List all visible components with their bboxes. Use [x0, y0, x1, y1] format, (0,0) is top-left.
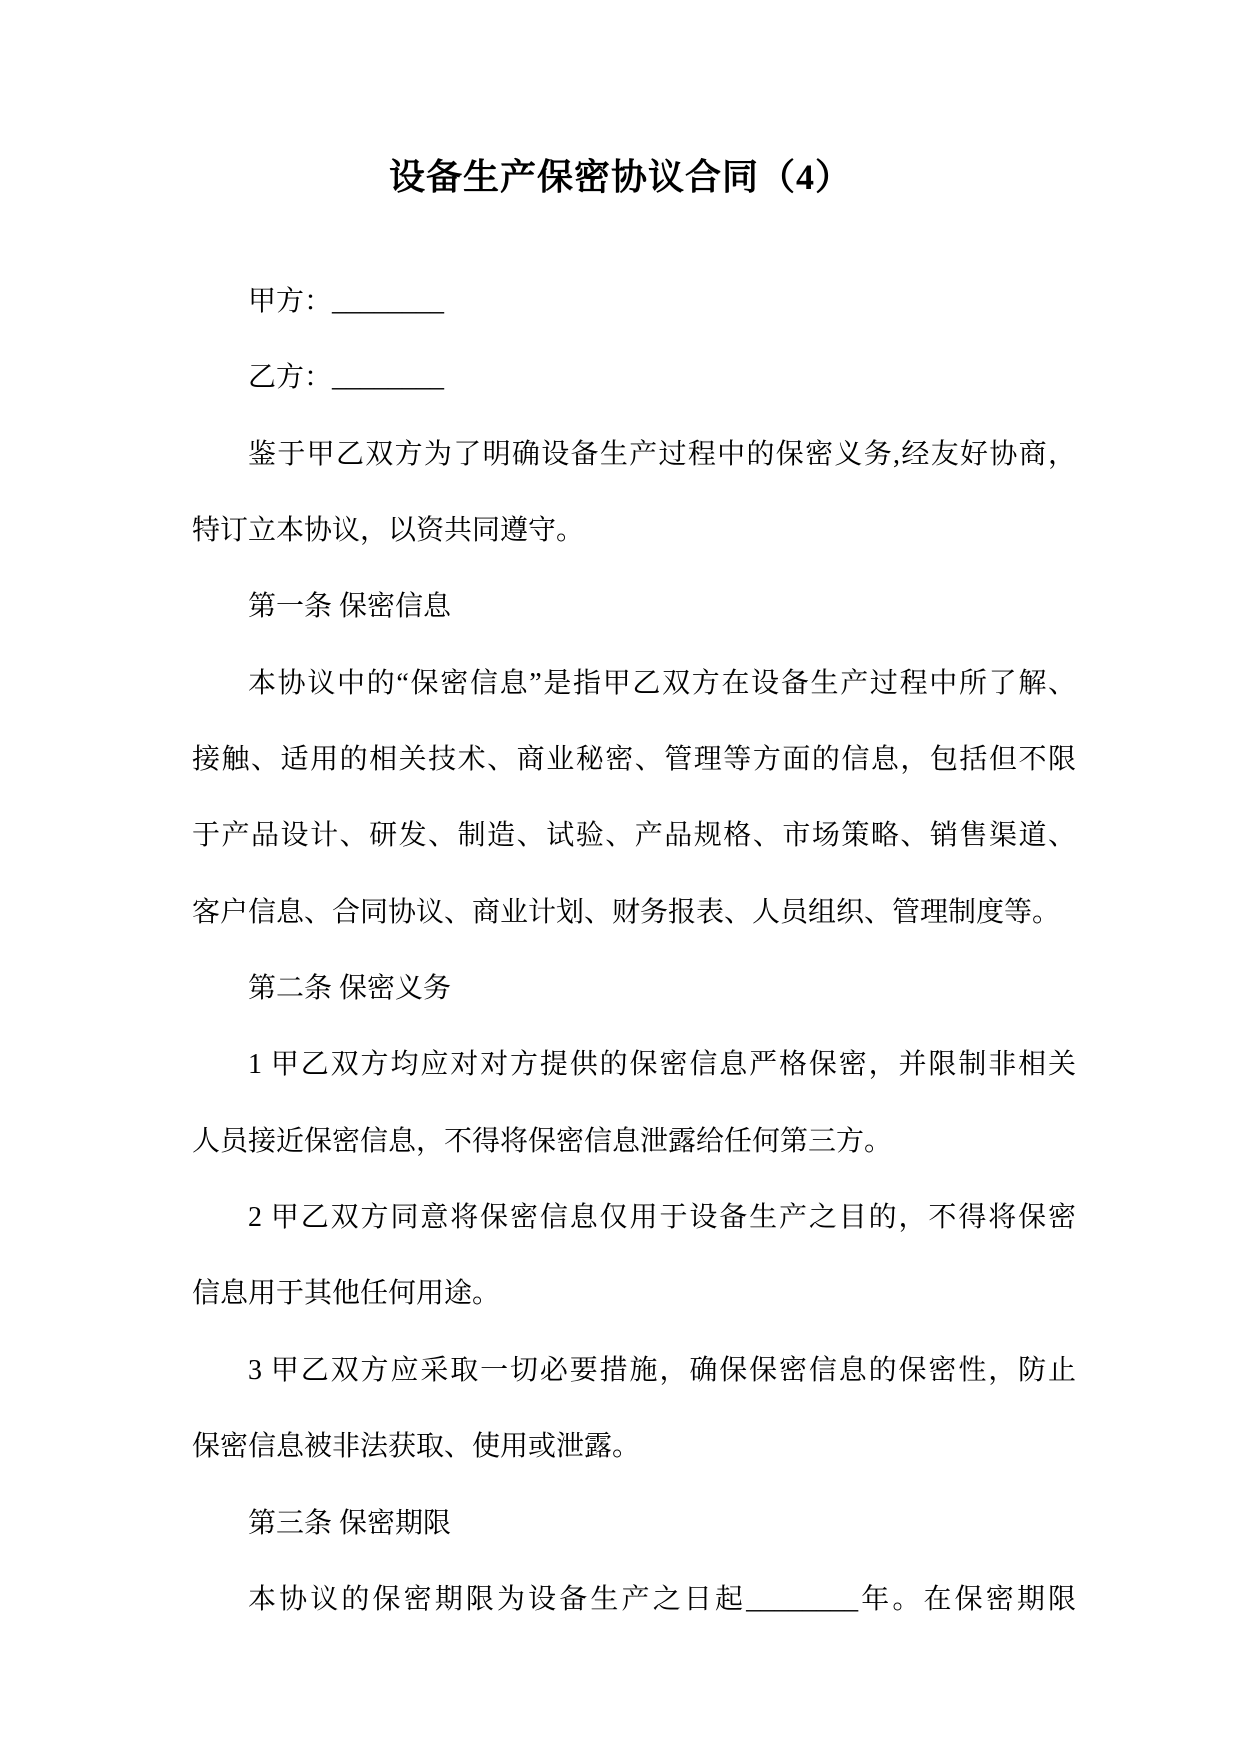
text-line: 第一条 保密信息 [248, 591, 452, 623]
text-line: 第三条 保密期限 [248, 1507, 452, 1539]
text-line: 2 甲乙双方同意将保密信息仅用于设备生产之目的，不得将保密 [248, 1202, 1076, 1234]
section-heading [192, 1486, 1076, 1562]
preamble-paragraph [192, 417, 1076, 570]
section-heading [192, 951, 1076, 1027]
clause-paragraph [192, 1333, 1076, 1486]
text-line: 甲方：________ [248, 286, 445, 317]
party-a-line [192, 264, 1076, 340]
document-title: 设备生产保密协议合同（4） [388, 157, 852, 197]
body-paragraph [192, 646, 1076, 951]
text-line: 信息用于其他任何用途。 [192, 1278, 501, 1310]
text-line: 客户信息、合同协议、商业计划、财务报表、人员组织、管理制度等。 [192, 896, 1061, 928]
text-line: 第二条 保密义务 [248, 973, 452, 1005]
text-line: 保密信息被非法获取、使用或泄露。 [192, 1431, 641, 1463]
text-line: 于产品设计、研发、制造、试验、产品规格、市场策略、销售渠道、 [192, 820, 1076, 852]
text-line: 本协议中的“保密信息”是指甲乙双方在设备生产过程中所了解、 [248, 667, 1076, 699]
section-heading [192, 569, 1076, 645]
party-b-line [192, 340, 1076, 416]
text-line: 本协议的保密期限为设备生产之日起________年。在保密期限 [248, 1583, 1076, 1615]
text-line: 特订立本协议，以资共同遵守。 [192, 515, 585, 547]
clause-paragraph [192, 1180, 1076, 1333]
body-paragraph [192, 1562, 1076, 1638]
text-line: 接触、适用的相关技术、商业秘密、管理等方面的信息，包括但不限 [192, 744, 1076, 776]
text-line: 乙方：________ [248, 362, 445, 394]
document-body [192, 264, 1076, 1638]
text-line: 鉴于甲乙双方为了明确设备生产过程中的保密义务,经友好协商， [248, 438, 1076, 470]
text-line: 1 甲乙双方均应对对方提供的保密信息严格保密，并限制非相关 [248, 1049, 1076, 1081]
clause-paragraph [192, 1027, 1076, 1180]
text-line: 人员接近保密信息，不得将保密信息泄露给任何第三方。 [192, 1125, 893, 1157]
text-line: 3 甲乙双方应采取一切必要措施，确保保密信息的保密性，防止 [248, 1354, 1076, 1386]
